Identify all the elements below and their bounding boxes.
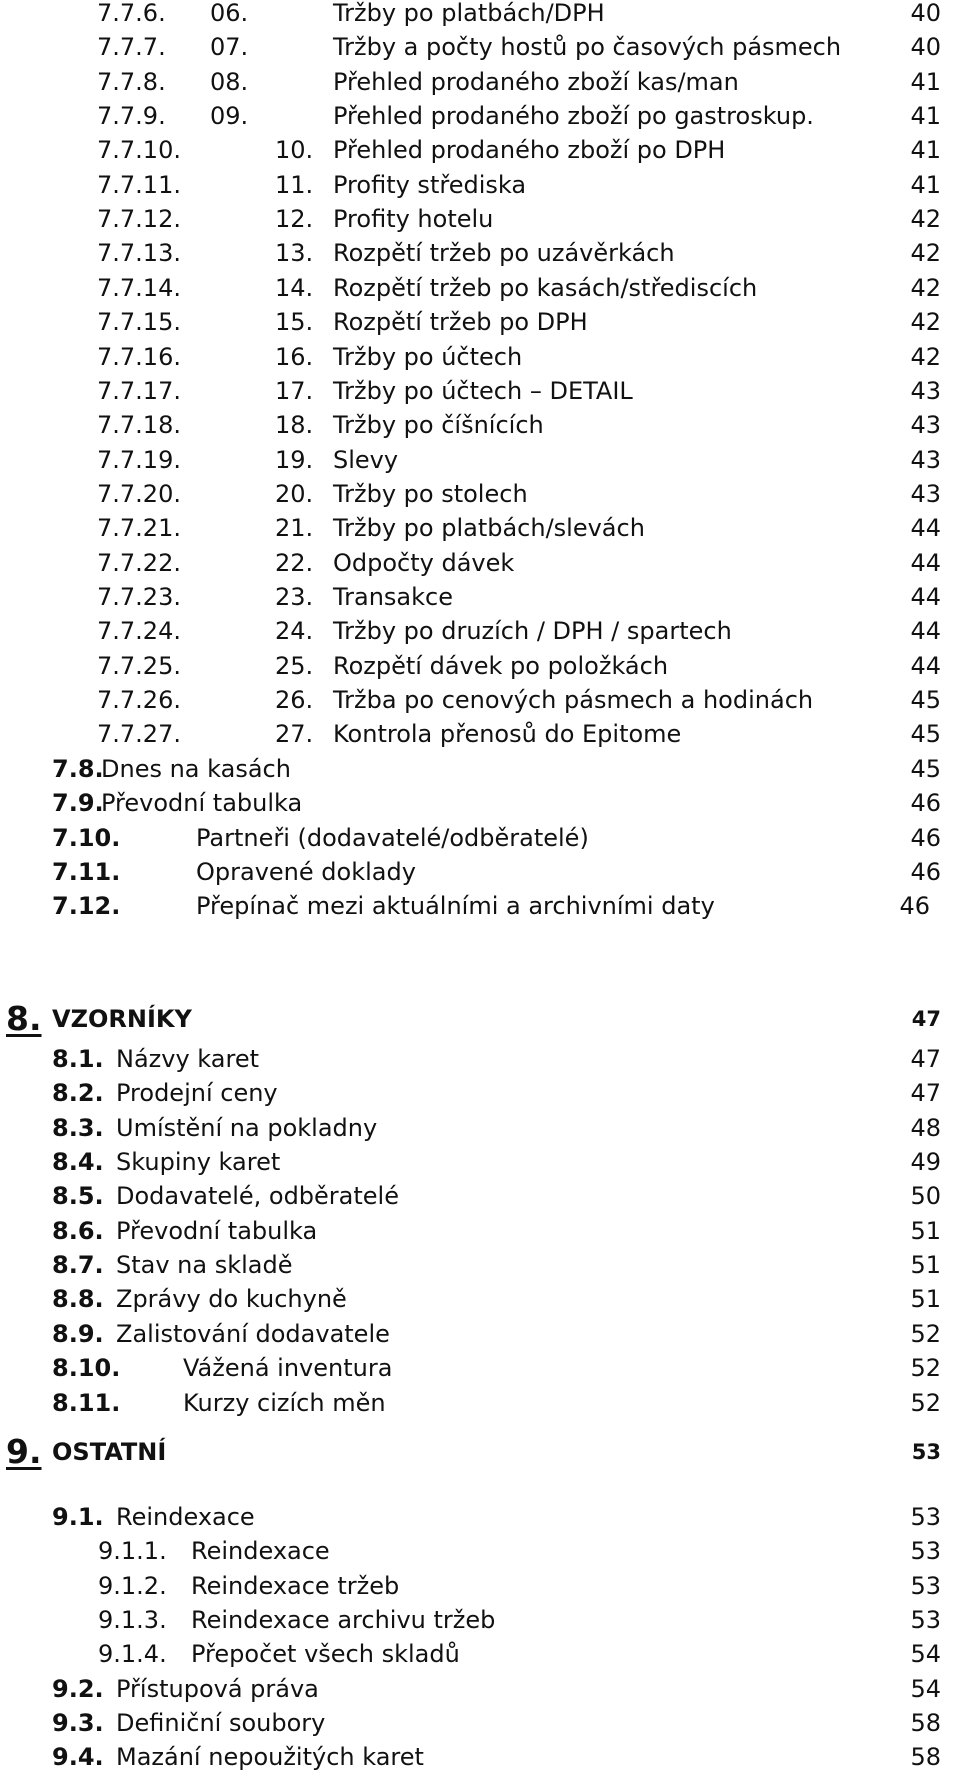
toc-entry[interactable] xyxy=(52,1214,941,1248)
toc-entry[interactable] xyxy=(52,855,941,889)
entry-title: Tržby po účtech xyxy=(333,342,523,371)
entry-page: 46 xyxy=(910,823,941,852)
entry-title: Umístění na pokladny xyxy=(116,1113,378,1142)
entry-page: 45 xyxy=(910,755,941,783)
entry-number: 9.1.1. xyxy=(98,1537,167,1566)
entry-number: 8.9. xyxy=(52,1319,104,1348)
entry-page: 45 xyxy=(910,720,941,749)
entry-title: Tržby po stolech xyxy=(333,479,528,508)
toc-entry[interactable] xyxy=(98,1603,941,1637)
entry-page: 52 xyxy=(910,1354,941,1383)
entry-page: 43 xyxy=(910,376,941,405)
entry-page: 40 xyxy=(910,0,941,27)
entry-title: Stav na skladě xyxy=(116,1251,293,1280)
entry-title: Tržby a počty hostů po časových pásmech xyxy=(333,33,842,62)
entry-title: Zalistování dodavatele xyxy=(116,1319,390,1348)
entry-page: 51 xyxy=(910,1216,941,1245)
entry-number: 9.1.2. xyxy=(98,1571,167,1600)
entry-number: 7.7.7. xyxy=(97,33,166,62)
entry-title: Mazání nepoužitých karet xyxy=(116,1743,424,1772)
entry-number: 7.7.22. xyxy=(97,548,181,577)
entry-number: 8.2. xyxy=(52,1079,104,1108)
entry-page: 47 xyxy=(910,1045,941,1073)
toc-entry[interactable] xyxy=(52,1317,941,1351)
entry-title: Rozpětí tržeb po uzávěrkách xyxy=(333,239,675,268)
toc-entry[interactable] xyxy=(52,1740,941,1774)
entry-title: Dnes na kasách xyxy=(101,755,291,783)
toc-entry[interactable] xyxy=(97,340,941,374)
entry-number: 8.8. xyxy=(52,1285,104,1314)
entry-number: 7.7.13. xyxy=(97,239,181,268)
entry-title: Přístupová práva xyxy=(116,1674,319,1703)
entry-page: 42 xyxy=(910,342,941,371)
entry-subnumber: 08. xyxy=(210,67,249,96)
entry-title: Rozpětí dávek po položkách xyxy=(333,651,669,680)
toc-entry[interactable] xyxy=(52,1179,941,1213)
entry-number: 7.11. xyxy=(52,858,121,887)
toc-entry[interactable] xyxy=(98,1534,941,1568)
toc-entry[interactable] xyxy=(52,1282,941,1316)
entry-number: 8.3. xyxy=(52,1113,104,1142)
entry-title: Opravené doklady xyxy=(196,858,416,887)
toc-entry[interactable] xyxy=(97,271,941,305)
entry-subnumber: 22. xyxy=(275,548,314,577)
entry-subnumber: 10. xyxy=(275,136,314,165)
entry-number: 9.4. xyxy=(52,1743,104,1772)
entry-title: Partneři (dodavatelé/odběratelé) xyxy=(196,823,589,852)
toc-entry[interactable] xyxy=(97,168,941,202)
entry-subnumber: 19. xyxy=(275,445,314,474)
entry-title: Převodní tabulka xyxy=(116,1216,318,1245)
entry-number: 8.11. xyxy=(52,1388,121,1417)
entry-title: Definiční soubory xyxy=(116,1709,326,1738)
entry-subnumber: 16. xyxy=(275,342,314,371)
chapter-ostatni[interactable] xyxy=(6,1430,941,1474)
entry-page: 44 xyxy=(910,651,941,680)
chapter-title: VZORNÍKY xyxy=(52,1005,192,1033)
entry-title: Profity střediska xyxy=(333,170,527,199)
entry-page: 58 xyxy=(910,1709,941,1738)
entry-page: 42 xyxy=(910,205,941,234)
entry-page: 43 xyxy=(910,445,941,474)
entry-subnumber: 27. xyxy=(275,720,314,749)
entry-page: 41 xyxy=(910,102,941,131)
chapter-number: 9. xyxy=(6,1432,42,1471)
entry-page: 46 xyxy=(910,789,941,818)
toc-entry[interactable] xyxy=(97,614,941,648)
entry-subnumber: 07. xyxy=(210,33,249,62)
entry-number: 7.7.12. xyxy=(97,205,181,234)
toc-entry[interactable] xyxy=(52,1500,941,1534)
entry-subnumber: 26. xyxy=(275,686,314,714)
entry-page: 53 xyxy=(910,1537,941,1566)
entry-number: 7.9. xyxy=(52,789,104,818)
toc-entry[interactable] xyxy=(97,305,941,339)
chapter-page: 47 xyxy=(911,1007,941,1031)
entry-number: 8.1. xyxy=(52,1045,104,1073)
toc-entry[interactable] xyxy=(52,1386,941,1420)
toc-entry[interactable] xyxy=(52,1145,941,1179)
entry-title: Tržba po cenových pásmech a hodinách xyxy=(333,686,814,714)
chapter-page: 53 xyxy=(911,1440,941,1464)
toc-entry[interactable] xyxy=(97,30,941,64)
entry-number: 7.7.14. xyxy=(97,273,181,302)
entry-number: 7.7.20. xyxy=(97,479,181,508)
toc-entry[interactable] xyxy=(97,65,941,99)
entry-title: Tržby po číšnících xyxy=(333,411,544,440)
entry-page: 51 xyxy=(910,1285,941,1314)
entry-title: Transakce xyxy=(333,582,453,611)
toc-entry[interactable] xyxy=(52,1076,941,1110)
entry-page: 54 xyxy=(910,1674,941,1703)
toc-entry[interactable] xyxy=(97,202,941,236)
entry-title: Profity hotelu xyxy=(333,205,494,234)
entry-page: 44 xyxy=(910,514,941,543)
entry-number: 7.7.26. xyxy=(97,686,181,714)
entry-number: 7.7.16. xyxy=(97,342,181,371)
entry-number: 9.3. xyxy=(52,1709,104,1738)
toc-entry[interactable] xyxy=(52,1248,941,1282)
entry-number: 7.7.23. xyxy=(97,582,181,611)
toc-entry[interactable] xyxy=(97,133,941,167)
entry-number: 7.7.10. xyxy=(97,136,181,165)
entry-title: Přehled prodaného zboží kas/man xyxy=(333,67,739,96)
entry-page: 53 xyxy=(910,1606,941,1635)
entry-number: 7.7.24. xyxy=(97,617,181,646)
entry-number: 7.7.18. xyxy=(97,411,181,440)
chapter-vzorniky[interactable] xyxy=(6,997,941,1041)
toc-entry[interactable] xyxy=(52,1672,941,1706)
entry-page: 43 xyxy=(910,411,941,440)
entry-number: 7.7.25. xyxy=(97,651,181,680)
toc-entry[interactable] xyxy=(98,1569,941,1603)
entry-title: Tržby po účtech – DETAIL xyxy=(333,376,633,405)
entry-title: Přehled prodaného zboží po DPH xyxy=(333,136,726,165)
entry-number: 7.7.21. xyxy=(97,514,181,543)
entry-title: Přehled prodaného zboží po gastroskup. xyxy=(333,102,814,131)
entry-number: 7.7.8. xyxy=(97,67,166,96)
entry-number: 7.7.11. xyxy=(97,170,181,199)
toc-entry[interactable] xyxy=(98,1637,941,1671)
entry-title: Přepínač mezi aktuálními a archivními daty xyxy=(196,892,715,921)
entry-title: Rozpětí tržeb po DPH xyxy=(333,308,588,337)
entry-number: 8.4. xyxy=(52,1148,104,1177)
toc-entry[interactable] xyxy=(97,374,941,408)
entry-subnumber: 15. xyxy=(275,308,314,337)
toc-entry[interactable] xyxy=(97,443,941,477)
entry-number: 9.2. xyxy=(52,1674,104,1703)
entry-page: 43 xyxy=(910,479,941,508)
entry-page: 46 xyxy=(899,892,930,921)
entry-number: 7.7.15. xyxy=(97,308,181,337)
entry-number: 8.7. xyxy=(52,1251,104,1280)
entry-title: Rozpětí tržeb po kasách/střediscích xyxy=(333,273,758,302)
entry-page: 48 xyxy=(910,1113,941,1142)
entry-subnumber: 24. xyxy=(275,617,314,646)
entry-number: 7.10. xyxy=(52,823,121,852)
entry-number: 9.1.3. xyxy=(98,1606,167,1635)
toc-entry[interactable] xyxy=(97,649,941,683)
entry-page: 54 xyxy=(910,1640,941,1669)
entry-subnumber: 17. xyxy=(275,376,314,405)
toc-entry[interactable] xyxy=(52,1706,941,1740)
toc-entry[interactable] xyxy=(97,717,941,751)
toc-entry[interactable] xyxy=(52,821,941,855)
entry-title: Reindexace archivu tržeb xyxy=(191,1606,496,1635)
entry-number: 7.7.27. xyxy=(97,720,181,749)
entry-title: Vážená inventura xyxy=(183,1354,393,1383)
entry-title: Reindexace tržeb xyxy=(191,1571,400,1600)
entry-page: 49 xyxy=(910,1148,941,1177)
entry-title: Prodejní ceny xyxy=(116,1079,278,1108)
toc-entry[interactable] xyxy=(97,683,941,717)
entry-title: Zprávy do kuchyně xyxy=(116,1285,347,1314)
entry-subnumber: 18. xyxy=(275,411,314,440)
entry-title: Reindexace xyxy=(191,1537,330,1566)
toc-entry[interactable] xyxy=(52,786,941,820)
chapter-number: 8. xyxy=(6,999,42,1038)
chapter-title: OSTATNÍ xyxy=(52,1438,167,1466)
entry-subnumber: 09. xyxy=(210,102,249,131)
entry-page: 46 xyxy=(910,858,941,887)
toc-entry[interactable] xyxy=(52,1042,941,1076)
entry-title: Slevy xyxy=(333,445,399,474)
entry-subnumber: 23. xyxy=(275,582,314,611)
entry-title: Tržby po platbách/DPH xyxy=(333,0,605,27)
toc-entry[interactable] xyxy=(97,236,941,270)
toc-entry[interactable] xyxy=(97,511,941,545)
entry-title: Kurzy cizích měn xyxy=(183,1388,386,1417)
toc-entry[interactable] xyxy=(52,889,941,923)
entry-subnumber: 21. xyxy=(275,514,314,543)
entry-page: 50 xyxy=(910,1182,941,1211)
entry-page: 52 xyxy=(910,1388,941,1417)
entry-title: Odpočty dávek xyxy=(333,548,515,577)
entry-subnumber: 12. xyxy=(275,205,314,234)
entry-page: 47 xyxy=(910,1079,941,1108)
entry-number: 8.6. xyxy=(52,1216,104,1245)
entry-subnumber: 14. xyxy=(275,273,314,302)
entry-number: 7.12. xyxy=(52,892,121,921)
entry-subnumber: 25. xyxy=(275,651,314,680)
entry-number: 9.1.4. xyxy=(98,1640,167,1669)
entry-title: Přepočet všech skladů xyxy=(191,1640,460,1669)
entry-page: 51 xyxy=(910,1251,941,1280)
entry-title: Reindexace xyxy=(116,1503,255,1531)
entry-number: 7.7.6. xyxy=(97,0,166,27)
entry-page: 52 xyxy=(910,1319,941,1348)
toc-entry[interactable] xyxy=(97,546,941,580)
entry-page: 41 xyxy=(910,67,941,96)
entry-number: 7.8. xyxy=(52,755,104,783)
entry-subnumber: 11. xyxy=(275,170,314,199)
entry-title: Názvy karet xyxy=(116,1045,259,1073)
entry-title: Tržby po druzích / DPH / spartech xyxy=(333,617,732,646)
entry-page: 44 xyxy=(910,582,941,611)
entry-number: 7.7.9. xyxy=(97,102,166,131)
entry-number: 9.1. xyxy=(52,1503,104,1531)
toc-entry[interactable] xyxy=(52,1351,941,1385)
entry-page: 41 xyxy=(910,136,941,165)
entry-number: 8.5. xyxy=(52,1182,104,1211)
entry-title: Tržby po platbách/slevách xyxy=(333,514,645,543)
entry-page: 44 xyxy=(910,617,941,646)
toc-entry[interactable] xyxy=(52,1111,941,1145)
entry-number: 7.7.19. xyxy=(97,445,181,474)
toc-entry[interactable] xyxy=(97,99,941,133)
entry-page: 42 xyxy=(910,273,941,302)
entry-page: 42 xyxy=(910,308,941,337)
entry-page: 42 xyxy=(910,239,941,268)
entry-page: 41 xyxy=(910,170,941,199)
entry-page: 45 xyxy=(910,686,941,714)
entry-title: Skupiny karet xyxy=(116,1148,281,1177)
entry-subnumber: 20. xyxy=(275,479,314,508)
entry-page: 53 xyxy=(910,1571,941,1600)
entry-subnumber: 06. xyxy=(210,0,249,27)
entry-number: 7.7.17. xyxy=(97,376,181,405)
entry-number: 8.10. xyxy=(52,1354,121,1383)
toc-entry[interactable] xyxy=(97,477,941,511)
entry-title: Kontrola přenosů do Epitome xyxy=(333,720,682,749)
entry-title: Dodavatelé, odběratelé xyxy=(116,1182,399,1211)
toc-entry[interactable] xyxy=(97,0,941,30)
entry-page: 53 xyxy=(910,1503,941,1531)
entry-page: 44 xyxy=(910,548,941,577)
entry-page: 40 xyxy=(910,33,941,62)
toc-entry[interactable] xyxy=(97,408,941,442)
toc-entry[interactable] xyxy=(52,752,941,786)
entry-subnumber: 13. xyxy=(275,239,314,268)
toc-entry[interactable] xyxy=(97,580,941,614)
entry-title: Převodní tabulka xyxy=(101,789,303,818)
entry-page: 58 xyxy=(910,1743,941,1772)
